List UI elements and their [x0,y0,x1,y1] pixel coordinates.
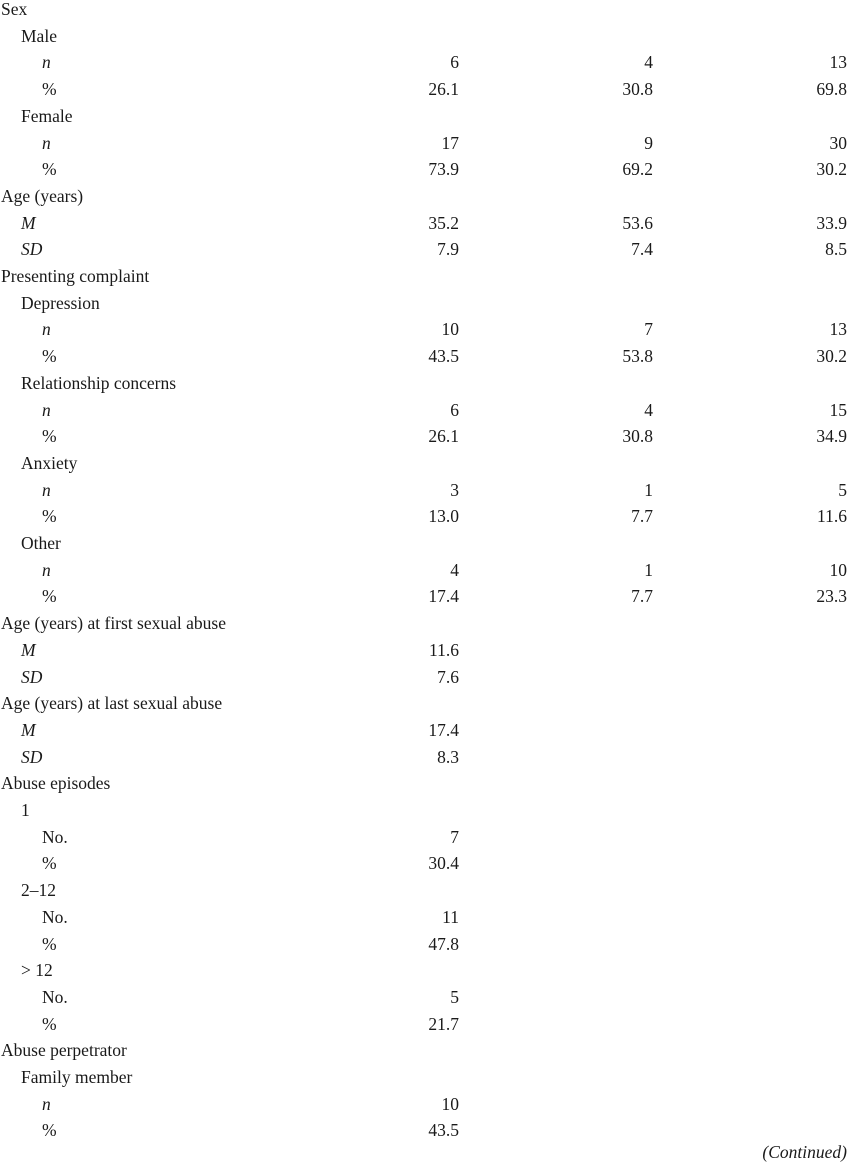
table-cell-col3: 30 [829,132,847,153]
table-cell-col1: 5 [450,986,459,1007]
table-row [0,1011,850,1038]
table-row [0,156,850,183]
continued-note: (Continued) [762,1142,847,1162]
row-subcategory-label: M [21,639,36,660]
table-cell-col3: 34.9 [816,426,847,447]
row-stat-label: % [42,506,57,527]
table-cell-col1: 73.9 [428,159,459,180]
table-cell-col1: 17.4 [428,719,459,740]
table-cell-col2: 53.8 [622,346,653,367]
table-cell-col2: 69.2 [622,159,653,180]
row-subcategory-label: Male [21,25,57,46]
table-cell-col3: 30.2 [816,159,847,180]
row-stat-label: % [42,1013,57,1034]
table-row [0,530,850,557]
table-row [0,957,850,984]
table-cell-col3: 33.9 [816,212,847,233]
table-row [0,664,850,691]
row-category-label: Sex [1,0,28,19]
table-cell-col2: 9 [644,132,653,153]
table-cell-col2: 4 [644,52,653,73]
row-subcategory-label: SD [21,666,43,687]
row-stat-label: n [42,1093,51,1114]
row-subcategory-label: M [21,212,36,233]
row-stat-label: n [42,52,51,73]
table-row [0,824,850,851]
row-category-label: Abuse perpetrator [1,1040,127,1061]
row-stat-label: n [42,559,51,580]
table-row [0,1064,850,1091]
table-row [0,610,850,637]
table-cell-col1: 7 [450,826,459,847]
table-cell-col3: 13 [829,52,847,73]
table-row [0,744,850,771]
table-cell-col1: 43.5 [428,1120,459,1141]
table-row [0,984,850,1011]
table-row [0,76,850,103]
table-cell-col1: 3 [450,479,459,500]
table-cell-col1: 11.6 [429,639,459,660]
table-row [0,130,850,157]
row-stat-label: No. [42,906,68,927]
table-cell-col1: 6 [450,399,459,420]
table-row [0,1117,850,1144]
table-cell-col1: 10 [441,319,459,340]
table-row [0,797,850,824]
table-cell-col2: 30.8 [622,426,653,447]
table-row [0,583,850,610]
row-subcategory-label: M [21,719,36,740]
table-row [0,1091,850,1118]
table-row [0,423,850,450]
table-row [0,877,850,904]
row-stat-label: % [42,853,57,874]
table-cell-col3: 5 [838,479,847,500]
table-cell-col2: 1 [644,559,653,580]
table-row [0,183,850,210]
table-cell-col1: 47.8 [428,933,459,954]
table-cell-col3: 11.6 [817,506,847,527]
table-row [0,343,850,370]
row-category-label: Age (years) at first sexual abuse [1,613,226,634]
table-row [0,236,850,263]
table-row [0,316,850,343]
table-row [0,263,850,290]
row-stat-label: % [42,346,57,367]
table-row [0,557,850,584]
row-category-label: Abuse episodes [1,773,111,794]
table-cell-col1: 6 [450,52,459,73]
table-row [0,210,850,237]
table-cell-col2: 7 [644,319,653,340]
table-row [0,49,850,76]
table-cell-col3: 8.5 [825,239,847,260]
row-stat-label: n [42,132,51,153]
table-cell-col1: 10 [441,1093,459,1114]
row-stat-label: No. [42,826,68,847]
row-stat-label: % [42,159,57,180]
row-subcategory-label: Other [21,533,61,553]
row-subcategory-label: Family member [21,1067,133,1087]
table-row [0,397,850,424]
table-cell-col2: 7.4 [631,239,653,260]
table-cell-col1: 26.1 [428,79,459,100]
table-cell-col1: 8.3 [437,746,459,767]
row-stat-label: % [42,426,57,447]
table-row [0,690,850,717]
table-cell-col1: 30.4 [428,853,459,874]
table-cell-col1: 13.0 [428,506,459,527]
table-cell-col2: 53.6 [622,212,653,233]
row-subcategory-label: Relationship concerns [21,372,177,393]
row-stat-label: n [42,479,51,500]
row-category-label: Age (years) at last sexual abuse [1,693,223,714]
table-cell-col3: 30.2 [816,346,847,367]
table-row [0,931,850,958]
table-cell-col2: 7.7 [631,586,653,607]
table-cell-col3: 15 [829,399,847,420]
table-cell-col3: 69.8 [816,79,847,100]
table-cell-col1: 17.4 [428,586,459,607]
table-cell-col1: 7.9 [437,239,459,260]
row-stat-label: No. [42,986,68,1007]
table-row [0,103,850,130]
table-cell-col2: 7.7 [631,506,653,527]
row-subcategory-label: > 12 [21,960,53,981]
table-row [0,503,850,530]
row-stat-label: % [42,79,57,100]
row-subcategory-label: Female [21,105,73,126]
table-row [0,370,850,397]
row-subcategory-label: 2–12 [21,880,56,901]
table-cell-col3: 10 [829,559,847,580]
row-subcategory-label: Depression [21,292,100,313]
table-cell-col1: 11 [442,906,459,927]
table-row [0,637,850,664]
table-cell-col2: 30.8 [622,79,653,100]
table-cell-col2: 1 [644,479,653,500]
row-stat-label: % [42,933,57,954]
table-cell-col3: 13 [829,319,847,340]
table-cell-col1: 35.2 [428,212,459,233]
table-row [0,290,850,317]
table-row [0,477,850,504]
table-cell-col3: 23.3 [816,586,847,607]
table-cell-col1: 21.7 [428,1013,459,1034]
row-category-label: Presenting complaint [1,266,150,286]
table-row [0,0,850,23]
table-cell-col1: 43.5 [428,346,459,367]
table-row [0,23,850,50]
table-cell-col1: 26.1 [428,426,459,447]
row-stat-label: % [42,586,57,607]
table-row [0,717,850,744]
table-row [0,770,850,797]
table-cell-col2: 4 [644,399,653,420]
row-category-label: Age (years) [1,185,84,206]
table-cell-col1: 17 [441,132,459,153]
table-row [0,850,850,877]
row-subcategory-label: Anxiety [21,452,78,473]
table-cell-col1: 4 [450,559,459,580]
row-stat-label: n [42,399,51,420]
row-subcategory-label: SD [21,746,43,767]
row-subcategory-label: SD [21,239,43,260]
table-row [0,904,850,931]
table-row [0,1037,850,1064]
table-row [0,450,850,477]
row-stat-label: n [42,319,51,340]
row-stat-label: % [42,1120,57,1141]
row-subcategory-label: 1 [21,800,30,820]
table-cell-col1: 7.6 [437,666,459,687]
